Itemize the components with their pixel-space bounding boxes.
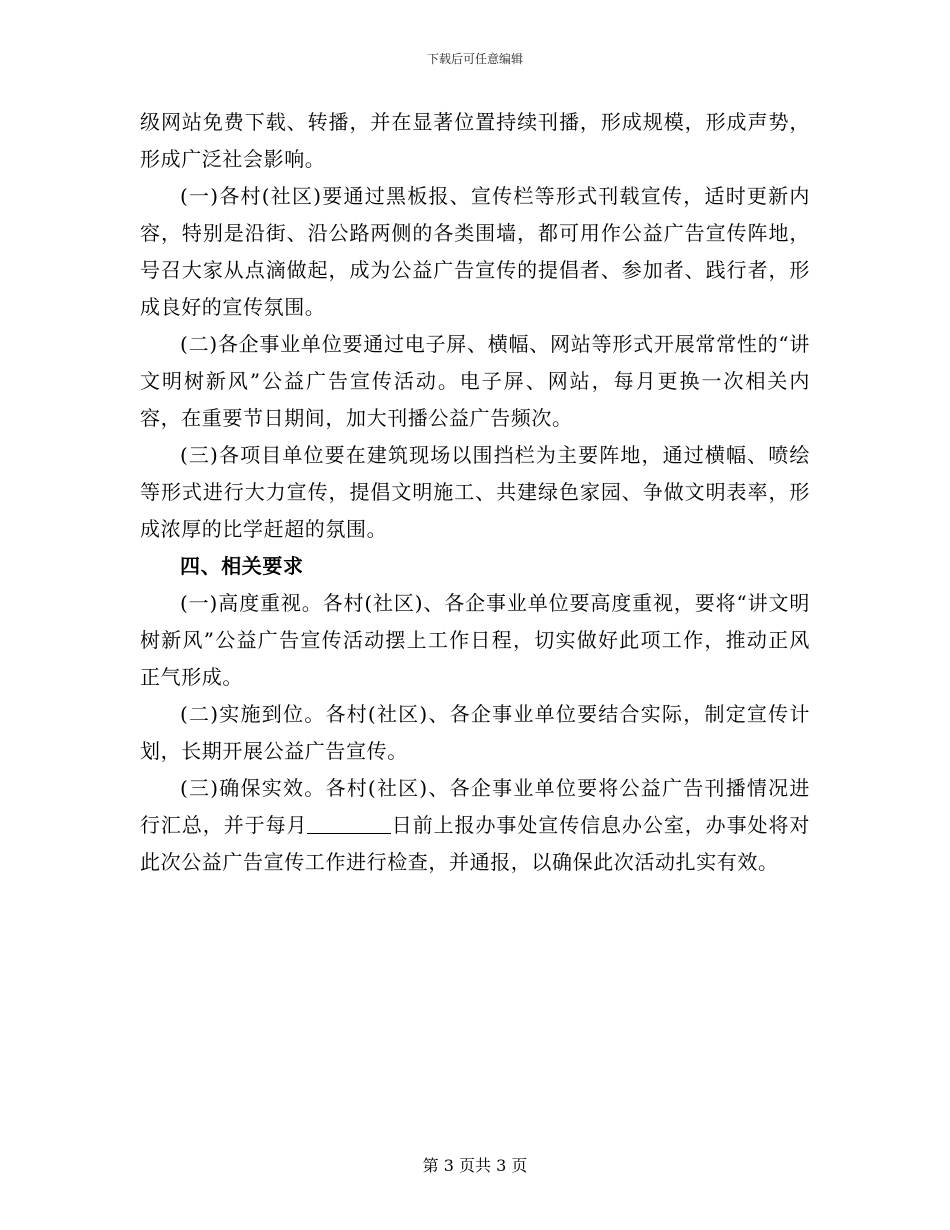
paragraph-enterprises: (二)各企事业单位要通过电子屏、横幅、网站等形式开展常常性的“讲文明树新风”公益广告宣传活动。电子屏、网站，每月更换一次相关内容，在重要节日期间，加大刊播公益广告频次。 <box>140 332 810 430</box>
paragraph-projects: (三)各项目单位要在建筑现场以围挡栏为主要阵地，通过横幅、喷绘等形式进行大力宣传，提倡文明施工、共建绿色家园、争做文明表率，形成浓厚的比学赶超的氛围。 <box>140 443 810 541</box>
date-blank-line <box>307 813 391 834</box>
paragraph-villages: (一)各村(社区)要通过黑板报、宣传栏等形式刊载宣传，适时更新内容，特别是沿街、沿公路两侧的各类围墙，都可用作公益广告宣传阵地，号召大家从点滴做起，成为公益广告宣传的提倡者、参加者、践行者，形成良好的宣传氛围。 <box>140 184 810 319</box>
document-body <box>140 104 810 881</box>
paragraph-implementation: (二)实施到位。各村(社区)、各企事业单位要结合实际，制定宣传计划，长期开展公益广告宣传。 <box>140 702 810 763</box>
section-title-requirements: 四、相关要求 <box>180 554 304 578</box>
paragraph-importance: (一)高度重视。各村(社区)、各企事业单位要高度重视，要将“讲文明树新风”公益广告宣传活动摆上工作日程，切实做好此项工作，推动正风正气形成。 <box>140 591 810 689</box>
effectiveness-text-after: 日前上报办事处宣传信息办公室，办事处将对此次公益广告宣传工作进行检查，并通报，以确保此次活动扎实有效。 <box>140 813 810 874</box>
paragraph-continuation: 级网站免费下载、转播，并在显著位置持续刊播，形成规模，形成声势，形成广泛社会影响。 <box>140 110 810 171</box>
page-number: 第 3 页共 3 页 <box>422 1156 528 1175</box>
effectiveness-text-before: (三)确保实效。各村(社区)、各企事业单位要将公益广告刊播情况进行汇总，并于每月 <box>140 776 810 837</box>
page-header: 下载后可任意编辑 <box>426 52 523 66</box>
paragraph-effectiveness <box>140 770 810 881</box>
